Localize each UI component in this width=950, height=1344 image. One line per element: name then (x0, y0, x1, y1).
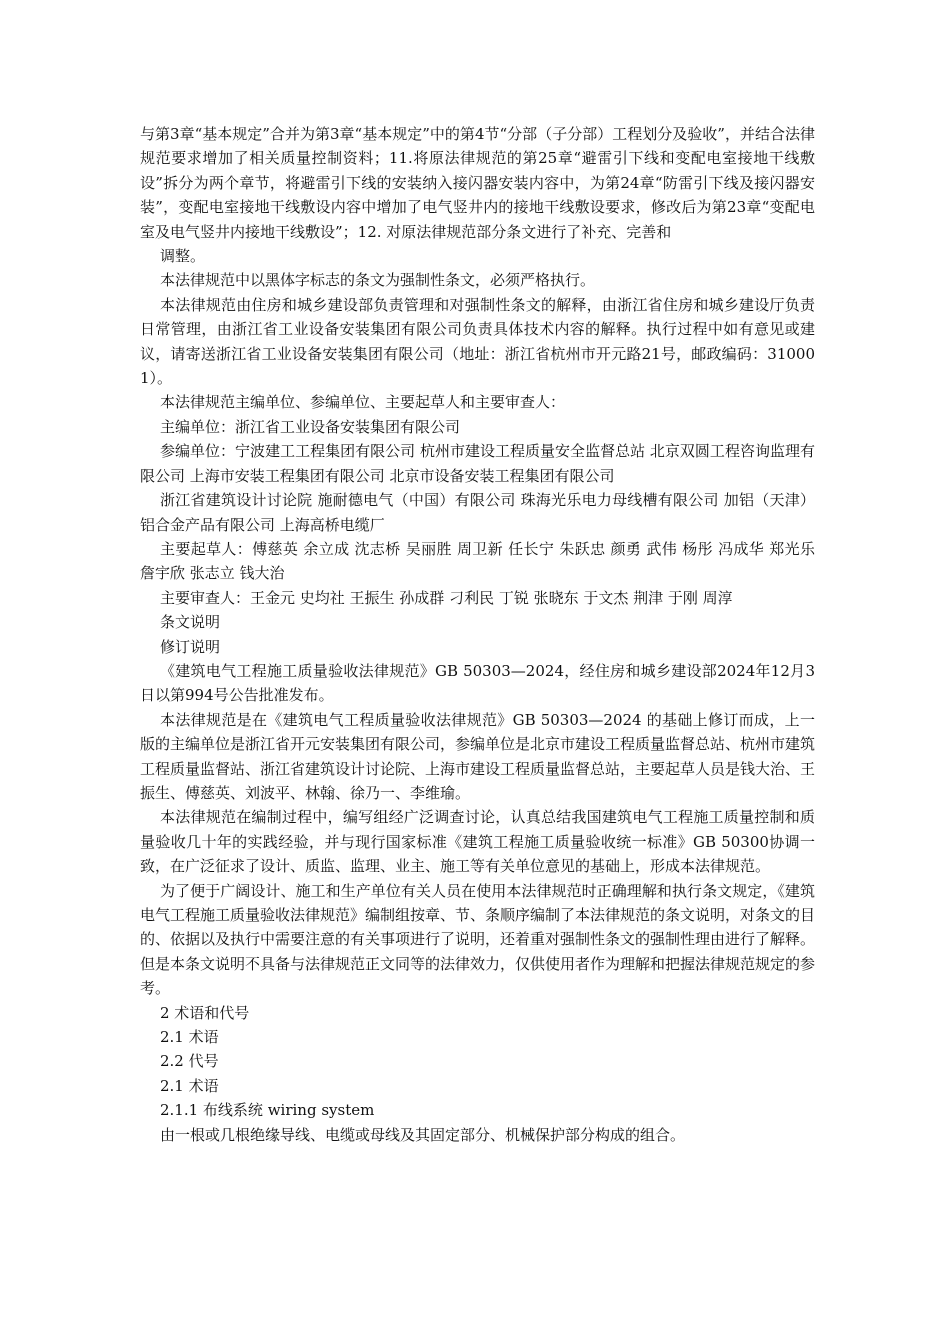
paragraph-participating-units-cont: 浙江省建筑设计讨论院 施耐德电气（中国）有限公司 珠海光乐电力母线槽有限公司 加铝（天津）铝合金产品有限公司 上海高桥电缆厂 (140, 491, 815, 534)
paragraph-compilation-process: 本法律规范在编制过程中，编写组经广泛调查讨论，认真总结我国建筑电气工程施工质量控制和质量验收几十年的实践经验，并与现行国家标准《建筑工程施工质量验收统一标准》GB 50300协调一致，在广泛征求了设计、质监、监理、业主、施工等有关单位意见的基础上，形成本法律规范。 (140, 808, 815, 876)
paragraph-revision-summary-end: 调整。 (160, 247, 206, 266)
paragraph-drafters-intro: 本法律规范主编单位、参编单位、主要起草人和主要审查人： (160, 393, 566, 412)
paragraph-participating-units: 参编单位：宁波建工工程集团有限公司 杭州市建设工程质量安全监督总站 北京双圆工程咨询监理有限公司 上海市安装工程集团有限公司 北京市设备安装工程集团有限公司 (140, 442, 815, 485)
heading-chapter-2: 2 术语和代号 (160, 1003, 250, 1022)
paragraph-main-drafters: 主要起草人：傅慈英 余立成 沈志桥 吴丽胜 周卫新 任长宁 朱跃忠 颜勇 武伟 杨彤 冯成华 郑光乐 詹宇欣 张志立 钱大治 (140, 539, 815, 583)
paragraph-management: 本法律规范由住房和城乡建设部负责管理和对强制性条文的解释，由浙江省住房和城乡建设厅负责日常管理，由浙江省工业设备安装集团有限公司负责具体技术内容的解释。执行过程中如有意见或建议，请寄送浙江省工业设备安装集团有限公司（地址：浙江省杭州市开元路21号，邮政编码：310001）。 (140, 295, 815, 388)
paragraph-mandatory-clauses: 本法律规范中以黑体字标志的条文为强制性条文，必须严格执行。 (160, 271, 596, 290)
paragraph-main-reviewers: 主要审查人：王金元 史均社 王振生 孙成群 刁利民 丁锐 张晓东 于文杰 荆津 于刚 周淳 (160, 588, 733, 607)
heading-section-2-1: 2.1 术语 (160, 1028, 219, 1047)
paragraph-approval: 《建筑电气工程施工质量验收法律规范》GB 50303—2024，经住房和城乡建设部2024年12月3 日以第994号公告批准发布。 (140, 661, 815, 705)
heading-revision-notes: 修订说明 (160, 637, 221, 656)
heading-term-2-1-1: 2.1.1 布线系统 wiring system (160, 1101, 375, 1120)
document-body (140, 122, 815, 1147)
paragraph-previous-version: 本法律规范是在《建筑电气工程质量验收法律规范》GB 50303—2024 的基础上修订而成，上一版的主编单位是浙江省开元安装集团有限公司，参编单位是北京市建设工程质量监督总站、杭州市建筑工程质量监督站、浙江省建筑设计讨论院、上海市建设工程质量监督总站，主要起草人员是钱大治、王振生、傅慈英、刘波平、林翰、徐乃一、李维瑜。 (140, 710, 816, 802)
paragraph-revision-summary: 与第3章“基本规定”合并为第3章“基本规定”中的第4节“分部（子分部）工程划分及验收”，并结合法律规范要求增加了相关质量控制资料；11.将原法律规范的第25章“避雷引下线和变配电室接地干线敷设”拆分为两个章节，将避雷引下线的安装纳入接闪器安装内容中，为第24章“防雷引下线及接闪器安装”，变配电室接地干线敷设内容中增加了电气竖井内的接地干线敷设要求，修改后为第23章“变配电室及电气竖井内接地干线敷设”；12. 对原法律规范部分条文进行了补充、完善和 (140, 125, 815, 241)
paragraph-purpose: 为了便于广阔设计、施工和生产单位有关人员在使用本法律规范时正确理解和执行条文规定，《建筑电气工程施工质量验收法律规范》编制组按章、节、条顺序编制了本法律规范的条文说明，对条文的目的、依据以及执行中需要注意的有关事项进行了说明，还着重对强制性条文的强制性理由进行了解释。但是本条文说明不具备与法律规范正文同等的法律效力，仅供使用者作为理解和把握法律规范规定的参考。 (140, 881, 816, 998)
paragraph-chief-editor-unit: 主编单位：浙江省工业设备安装集团有限公司 (160, 417, 461, 436)
heading-section-2-2: 2.2 代号 (160, 1052, 219, 1071)
heading-clause-explanation: 条文说明 (160, 613, 221, 632)
paragraph-term-definition: 由一根或几根绝缘导线、电缆或母线及其固定部分、机械保护部分构成的组合。 (160, 1125, 686, 1144)
heading-section-2-1-repeat: 2.1 术语 (160, 1076, 219, 1095)
